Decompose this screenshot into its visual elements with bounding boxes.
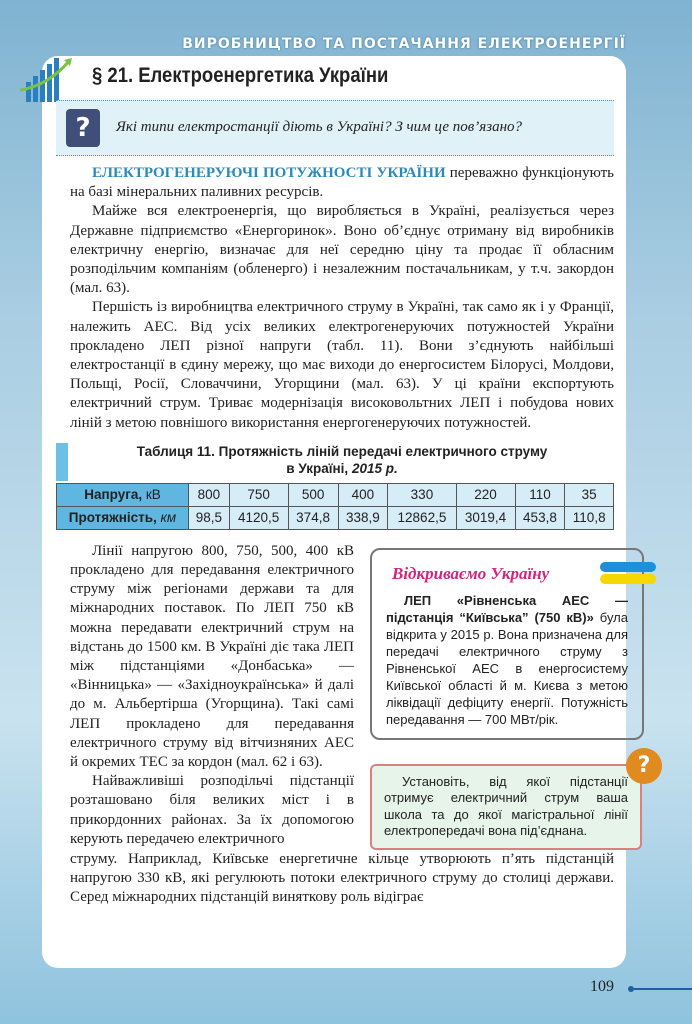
main-content: [68, 164, 651, 907]
table-cell: 338,9: [338, 506, 388, 529]
table-cell: 3019,4: [456, 506, 515, 529]
table-title-line2: в Україні,: [286, 460, 352, 476]
left-column: [70, 542, 354, 850]
chart-growth-icon: [18, 52, 78, 102]
table-block: [56, 443, 614, 530]
section-header: ВИРОБНИЦТВО ТА ПОСТАЧАННЯ ЕЛЕКТРОЕНЕРГІЇ: [182, 36, 626, 52]
table-cell: 220: [456, 483, 515, 506]
paragraph-5: Найважливіші розподільчі підстанції розташовано біля великих міст і в прикордонних районах. За їх допомогою керують передачею електричного: [70, 773, 354, 847]
two-column-section: [70, 542, 651, 850]
table-row: [57, 483, 614, 506]
discover-ukraine-box: [370, 548, 644, 740]
table-cell: 750: [229, 483, 288, 506]
table-cell: 35: [565, 483, 614, 506]
table-cell: 110: [515, 483, 565, 506]
paragraph-1: [70, 164, 614, 202]
ukraine-flag-icon: [600, 562, 656, 584]
page-line: [634, 988, 692, 990]
table-cell: 453,8: [515, 506, 565, 529]
row-header: Напруга, кВ: [57, 483, 189, 506]
table-accent-bar: [56, 443, 68, 481]
table-cell: 400: [338, 483, 388, 506]
table-cell: 110,8: [565, 506, 614, 529]
paragraph-text: переважно функціонують на базі мінеральних паливних ресурсів.: [70, 165, 614, 201]
task-wrapper: [370, 752, 651, 850]
highlight-term: ЕЛЕКТРОГЕНЕРУЮЧІ ПОТУЖНОСТІ УКРАЇНИ: [92, 165, 446, 181]
question-circle-icon: ?: [626, 748, 662, 784]
table-cell: 12862,5: [388, 506, 456, 529]
discover-text: ЛЕП «Рівненська АЕС — підстанція “Київська” (750 кВ)» була відкрита у 2015 р. Вона призначена для передачі електричного струму з Рівненської АЕС в енергосистему Київської області й м. Києва з метою ліквідації дефіциту енергії. Потужність передавання — 700 МВт/рік.: [386, 592, 628, 727]
table-title: [80, 443, 604, 477]
page-number: 109: [590, 978, 614, 995]
table-cell: 330: [388, 483, 456, 506]
power-lines-table: [56, 483, 614, 530]
page-title: § 21. Електроенергетика України: [92, 64, 389, 87]
table-cell: 374,8: [288, 506, 338, 529]
question-book-icon: ?: [66, 109, 100, 147]
paragraph-5-continued: струму. Наприклад, Київське енергетичне кільце утворюють п’ять підстанцій напругою 330 кВ, які регулюють потоки електричного струму до столиці держави. Серед міжнародних підстанцій виняткову роль відіграє: [70, 850, 614, 906]
paragraph-4: Лінії напругою 800, 750, 500, 400 кВ прокладено для передавання електричного струму між регіонами держави та для міжнародних поставок. По ЛЕП 750 кВ можна передавати електричний струм на відстань до 1500 км. В Україні діє така ЛЕП між підстанціями «Донбаська» — «Вінницька» — «Західноукраїнська» й далі до м. Альбертірша (Угорщина). Такі самі ЛЕП прокладено для передавання електричного струму від вітчизняних АЕС й окремих ТЕС за кордон (мал. 62 і 63).: [70, 542, 354, 771]
paragraph-2: Майже вся електроенергія, що виробляється в Україні, реалізується через Державне підприємство «Енергоринок». Воно об’єднує отриману від виробників електричну енергію, визначає для неї середню ціну та продає її обласним розподільчим компаніям (обленерго) і незалежним постачальникам, у т.ч. закордон (мал. 63).: [70, 203, 614, 297]
table-cell: 98,5: [189, 506, 230, 529]
table-title-year: 2015 р.: [351, 460, 398, 476]
right-column: [370, 548, 651, 850]
table-title-line1: Таблиця 11. Протяжність ліній передачі електричного струму: [136, 443, 548, 459]
question-text: Які типи електростанції діють в Україні? З чим це пов’язано?: [116, 119, 523, 135]
discover-title: Відкриваємо Україну: [392, 563, 550, 583]
table-row: [57, 506, 614, 529]
table-cell: 4120,5: [229, 506, 288, 529]
paragraph-3: Першість із виробництва електричного струму в Україні, так само як і у Франції, належить АЕС. Від усіх великих електрогенеруючих потужностей України прокладено ЛЕП різної напруги (табл. 11). Вони з’єднують найбільші електростанції в єдину мережу, що має виходи до енергосистем Білорусі, Молдови, Польщі, Росії, Словаччини, Угорщини (мал. 63). У ці країни експортують електричний струм. Триває модернізація високовольтних ЛЕП і побудова нових ліній з метою повнішого використання енергогенеруючих потужностей.: [70, 299, 614, 431]
row-header: Протяжність, км: [57, 506, 189, 529]
task-box: Установіть, від якої підстанції отримує електричний струм ваша школа та до якої магістральної лінії електропередачі вона під’єднана.: [370, 764, 642, 850]
table-cell: 800: [189, 483, 230, 506]
table-cell: 500: [288, 483, 338, 506]
question-box: [56, 100, 614, 156]
